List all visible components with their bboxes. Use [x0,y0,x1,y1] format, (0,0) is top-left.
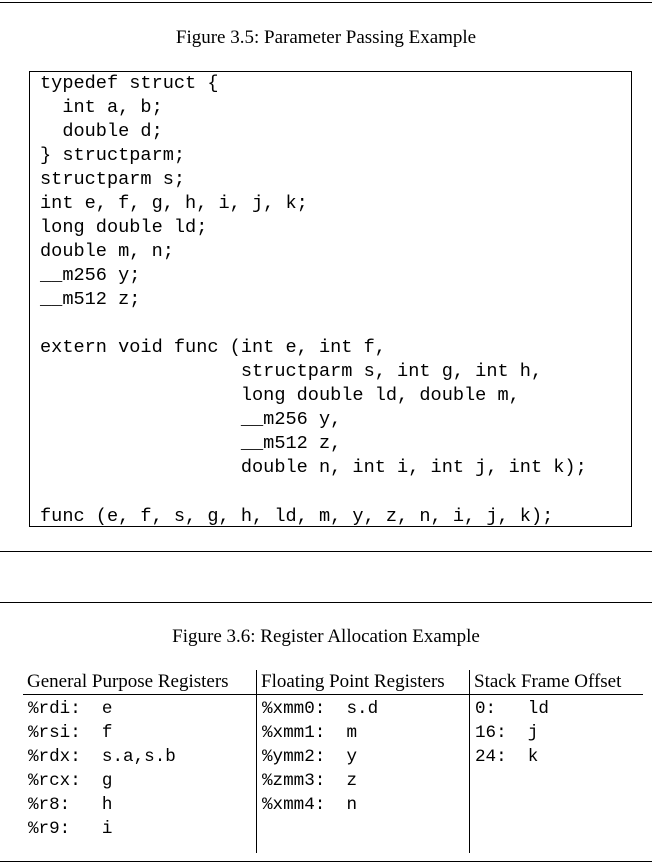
table-row [23,745,643,769]
code-line: extern void func (int e, int f, [40,337,386,358]
figure-3-6-top-rule [0,602,652,603]
code-line: int a, b; [40,97,163,118]
code-line: long double ld, double m, [40,385,520,406]
code-line: double n, int i, int j, int k); [40,457,587,478]
top-rule [0,2,652,3]
figure-3-5-bottom-rule [0,551,652,552]
figure-3-6-bottom-rule [0,861,652,862]
table-row [23,695,643,722]
stack-offset-cell [470,769,644,793]
code-line: long double ld; [40,217,208,238]
code-line: structparm s, int g, int h, [40,361,543,382]
code-line: structparm s; [40,169,186,190]
code-line: __m512 z; [40,289,141,310]
gp-register-cell: %r9: i [28,819,113,839]
code-line: __m256 y; [40,265,141,286]
gp-register-cell: %rcx: g [28,771,113,791]
code-line: typedef struct { [40,73,219,94]
stack-offset-cell [470,817,644,853]
gp-register-cell: %rdx: s.a,s.b [28,747,176,767]
register-allocation-table [23,670,643,853]
fp-register-cell: %zmm3: z [257,769,470,793]
header-floating-point-registers: Floating Point Registers [257,670,470,695]
table-row [23,793,643,817]
fp-register-cell: %xmm1: m [257,721,470,745]
stack-offset-cell [470,793,644,817]
table-row [23,721,643,745]
gp-register-cell: %r8: h [28,795,113,815]
stack-offset-cell: 16: j [470,721,644,745]
table-row [23,769,643,793]
stack-offset-cell: 0: ld [470,695,644,722]
table-row [23,817,643,853]
code-listing-box [29,71,632,527]
code-line: __m512 z, [40,433,342,454]
header-general-purpose-registers: General Purpose Registers [23,670,257,695]
figure-3-5-caption: Figure 3.5: Parameter Passing Example [175,27,477,48]
stack-offset-cell: 24: k [470,745,644,769]
gp-register-cell: %rdi: e [28,699,113,719]
figure-3-6-caption: Figure 3.6: Register Allocation Example [172,626,480,647]
code-line: double d; [40,121,163,142]
fp-register-cell: %xmm0: s.d [257,695,470,722]
fp-register-cell [257,817,470,853]
fp-register-cell: %xmm4: n [257,793,470,817]
code-line: __m256 y, [40,409,342,430]
code-line: int e, f, g, h, i, j, k; [40,193,308,214]
code-line: func (e, f, s, g, h, ld, m, y, z, n, i, j, k); [40,506,554,527]
code-line: double m, n; [40,241,174,262]
header-stack-frame-offset: Stack Frame Offset [470,670,644,695]
fp-register-cell: %ymm2: y [257,745,470,769]
code-line: } structparm; [40,145,186,166]
gp-register-cell: %rsi: f [28,723,113,743]
